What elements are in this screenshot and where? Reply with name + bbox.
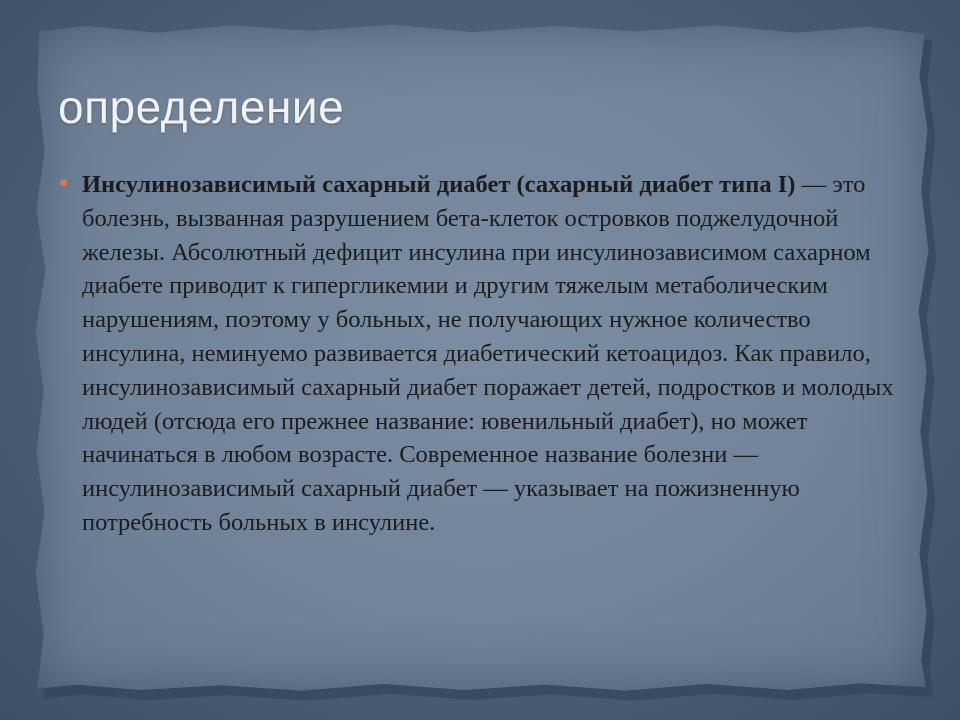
- bullet-body-text: — это болезнь, вызванная разрушением бета-клеток островков поджелудочной железы. Абсолютный дефицит инсулина при инсулинозависимом сахарном диабете приводит к гипергликемии и другим тяжелым метаболическим нарушениям, поэтому у больных, не получающих нужное количество инсулина, неминуемо развивается диабетический кетоацидоз. Как правило, инсулинозависимый сахарный диабет поражает детей, подростков и молодых людей (отсюда его прежнее название: ювенильный диабет), но может начинаться в любом возрасте. Современное название болезни — инсулинозависимый сахарный диабет — указывает на пожизненную потребность больных в инсулине.: [82, 171, 894, 536]
- slide-title: определение: [58, 81, 345, 133]
- bullet-dot-icon: [60, 179, 67, 186]
- bullet-item: [60, 168, 910, 540]
- bullet-paragraph: [82, 168, 910, 540]
- slide-content: [60, 168, 910, 540]
- bullet-bold-term: Инсулинозависимый сахарный диабет (сахарный диабет типа I): [82, 171, 796, 198]
